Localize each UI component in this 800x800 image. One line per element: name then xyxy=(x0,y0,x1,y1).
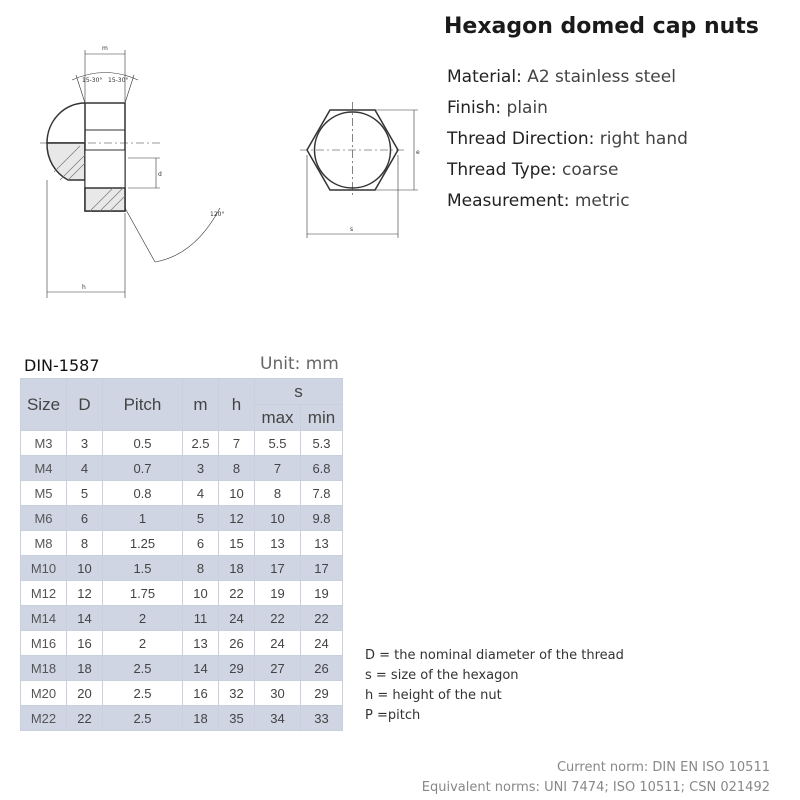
current-norm: Current norm: DIN EN ISO 10511 xyxy=(556,760,770,775)
table-cell: 17 xyxy=(301,556,343,581)
header-s-min: min xyxy=(301,405,343,431)
table-cell: M16 xyxy=(21,631,67,656)
table-row xyxy=(21,456,343,481)
table-cell: 16 xyxy=(183,681,219,706)
table-cell: 2.5 xyxy=(103,706,183,731)
header-pitch: Pitch xyxy=(103,379,183,431)
header-m: m xyxy=(183,379,219,431)
table-cell: 1.75 xyxy=(103,581,183,606)
norms xyxy=(422,758,770,798)
table-row xyxy=(21,581,343,606)
spec-label: Measurement: xyxy=(447,191,570,211)
table-cell: M3 xyxy=(21,431,67,456)
table-cell: 19 xyxy=(301,581,343,606)
table-cell: 22 xyxy=(67,706,103,731)
table-cell: 18 xyxy=(219,556,255,581)
table-row xyxy=(21,556,343,581)
table-cell: M14 xyxy=(21,606,67,631)
table-body xyxy=(21,431,343,731)
table-cell: 3 xyxy=(67,431,103,456)
dim-d-label: d xyxy=(158,171,162,178)
spec-value: coarse xyxy=(562,160,619,180)
table-cell: 33 xyxy=(301,706,343,731)
table-cell: 2 xyxy=(103,606,183,631)
table-cell: 26 xyxy=(219,631,255,656)
table-cell: 0.7 xyxy=(103,456,183,481)
spec-label: Material: xyxy=(447,67,522,87)
table-cell: 12 xyxy=(219,506,255,531)
table-cell: 30 xyxy=(255,681,301,706)
table-cell: 14 xyxy=(183,656,219,681)
table-cell: 18 xyxy=(183,706,219,731)
table-row xyxy=(21,481,343,506)
table-cell: 10 xyxy=(219,481,255,506)
table-cell: 3 xyxy=(183,456,219,481)
table-cell: M10 xyxy=(21,556,67,581)
table-cell: 13 xyxy=(183,631,219,656)
table-cell: 5 xyxy=(67,481,103,506)
table-row xyxy=(21,431,343,456)
table-cell: 8 xyxy=(219,456,255,481)
table-row xyxy=(21,681,343,706)
table-cell: 29 xyxy=(219,656,255,681)
table-cell: 27 xyxy=(255,656,301,681)
table-cell: M22 xyxy=(21,706,67,731)
table-cell: 0.5 xyxy=(103,431,183,456)
angle-b-label: 15-30° xyxy=(108,77,129,84)
table-cell: 32 xyxy=(219,681,255,706)
table-cell: M20 xyxy=(21,681,67,706)
table-cell: 10 xyxy=(255,506,301,531)
dimensions-table xyxy=(20,378,343,731)
table-cell: 8 xyxy=(183,556,219,581)
table-cell: 24 xyxy=(219,606,255,631)
dim-m-label: m xyxy=(102,45,108,52)
dim-h-label: h xyxy=(82,284,86,291)
table-cell: 16 xyxy=(67,631,103,656)
table-cell: 22 xyxy=(219,581,255,606)
table-cell: 5.5 xyxy=(255,431,301,456)
header-s-max: max xyxy=(255,405,301,431)
table-row xyxy=(21,656,343,681)
header-h: h xyxy=(219,379,255,431)
table-cell: 5.3 xyxy=(301,431,343,456)
table-cell: 6.8 xyxy=(301,456,343,481)
table-cell: 35 xyxy=(219,706,255,731)
table-row xyxy=(21,531,343,556)
legend-item: h = height of the nut xyxy=(365,688,502,703)
table-cell: 22 xyxy=(301,606,343,631)
table-cell: 2.5 xyxy=(103,681,183,706)
spec-value: metric xyxy=(574,191,630,211)
table-cell: M18 xyxy=(21,656,67,681)
table-cell: 2.5 xyxy=(183,431,219,456)
legend-item: P =pitch xyxy=(365,708,421,723)
spec-finish xyxy=(447,93,688,124)
table-cell: 7 xyxy=(255,456,301,481)
legend-item: s = size of the hexagon xyxy=(365,668,519,683)
table-row xyxy=(21,506,343,531)
dim-e-label: e xyxy=(416,149,420,156)
standard-label: DIN-1587 xyxy=(24,356,100,375)
header-d: D xyxy=(67,379,103,431)
table-cell: 2.5 xyxy=(103,656,183,681)
table-row xyxy=(21,631,343,656)
spec-material xyxy=(447,62,688,93)
legend-item: D = the nominal diameter of the thread xyxy=(365,648,624,663)
spec-thread-type xyxy=(447,155,688,186)
table-cell: 9.8 xyxy=(301,506,343,531)
technical-drawing xyxy=(20,30,440,310)
spec-thread-direction xyxy=(447,124,688,155)
spec-label: Finish: xyxy=(447,98,502,118)
table-cell: 7.8 xyxy=(301,481,343,506)
table-cell: 24 xyxy=(255,631,301,656)
table-cell: 12 xyxy=(67,581,103,606)
table-cell: 24 xyxy=(301,631,343,656)
spec-value: plain xyxy=(506,98,548,118)
table-row xyxy=(21,606,343,631)
table-cell: 22 xyxy=(255,606,301,631)
table-cell: 2 xyxy=(103,631,183,656)
spec-label: Thread Direction: xyxy=(447,129,595,149)
header-size: Size xyxy=(21,379,67,431)
table-cell: 29 xyxy=(301,681,343,706)
table-cell: 20 xyxy=(67,681,103,706)
table-cell: 8 xyxy=(67,531,103,556)
table-cell: M5 xyxy=(21,481,67,506)
page-title: Hexagon domed cap nuts xyxy=(444,14,759,39)
table-cell: 1.25 xyxy=(103,531,183,556)
table-cell: 13 xyxy=(255,531,301,556)
table-cell: 11 xyxy=(183,606,219,631)
table-cell: 4 xyxy=(67,456,103,481)
table-cell: 1.5 xyxy=(103,556,183,581)
table-cell: M6 xyxy=(21,506,67,531)
table-cell: 8 xyxy=(255,481,301,506)
spec-list xyxy=(447,62,688,217)
table-cell: 10 xyxy=(67,556,103,581)
spec-measurement xyxy=(447,186,688,217)
table-cell: M8 xyxy=(21,531,67,556)
dim-s-label: s xyxy=(350,226,354,233)
table-cell: 15 xyxy=(219,531,255,556)
table-cell: 10 xyxy=(183,581,219,606)
table-cell: 0.8 xyxy=(103,481,183,506)
angle-a-label: 15-30° xyxy=(82,77,103,84)
table-cell: 17 xyxy=(255,556,301,581)
unit-label: Unit: mm xyxy=(260,354,339,374)
table-cell: M4 xyxy=(21,456,67,481)
table-cell: 26 xyxy=(301,656,343,681)
table-cell: 13 xyxy=(301,531,343,556)
header-s: s xyxy=(255,379,343,405)
table-cell: 19 xyxy=(255,581,301,606)
table-cell: 18 xyxy=(67,656,103,681)
equivalent-norms: Equivalent norms: UNI 7474; ISO 10511; CSN 021492 xyxy=(421,780,770,795)
spec-value: A2 stainless steel xyxy=(527,67,676,87)
table-cell: 5 xyxy=(183,506,219,531)
table-cell: 6 xyxy=(183,531,219,556)
spec-value: right hand xyxy=(599,129,688,149)
table-cell: 1 xyxy=(103,506,183,531)
table-cell: 4 xyxy=(183,481,219,506)
table-cell: M12 xyxy=(21,581,67,606)
table-cell: 7 xyxy=(219,431,255,456)
angle-120-label: 120° xyxy=(210,211,225,218)
table-cell: 34 xyxy=(255,706,301,731)
table-row xyxy=(21,706,343,731)
legend xyxy=(365,646,624,726)
spec-label: Thread Type: xyxy=(447,160,557,180)
table-cell: 6 xyxy=(67,506,103,531)
table-cell: 14 xyxy=(67,606,103,631)
